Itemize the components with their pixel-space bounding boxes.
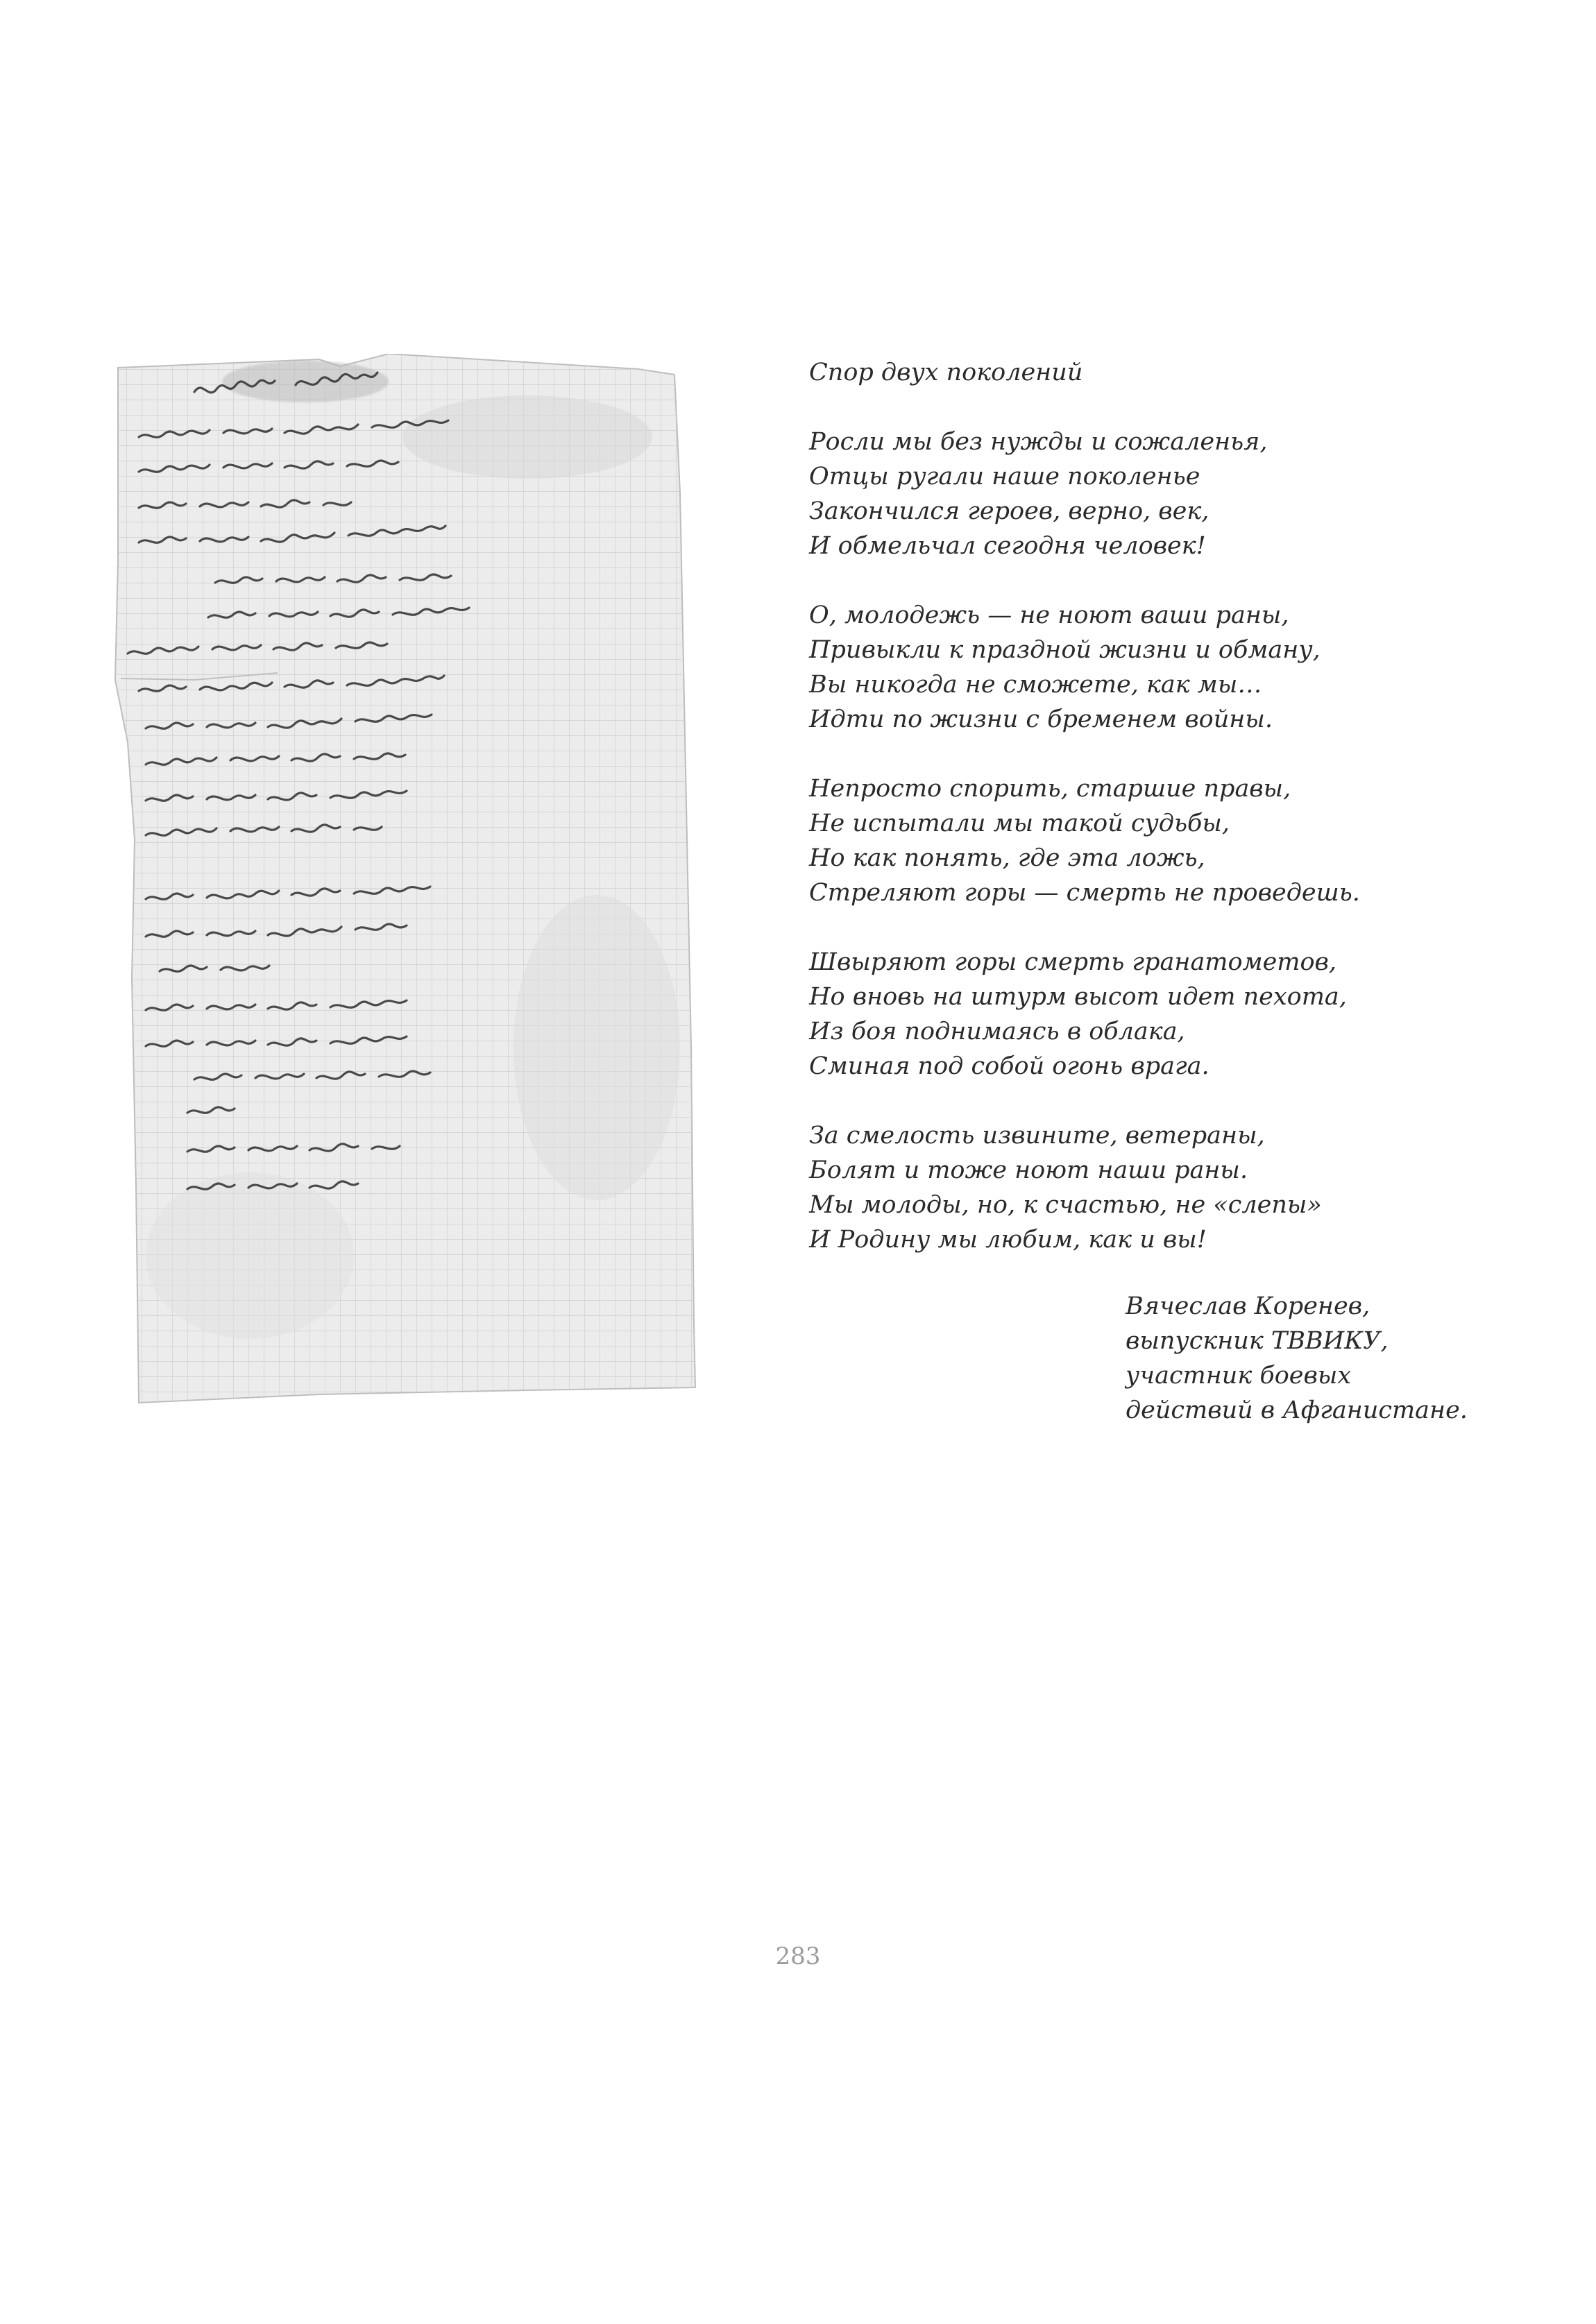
poem-line: Но вновь на штурм высот идет пехота,: [809, 983, 1347, 1011]
manuscript-photo: [111, 354, 722, 1415]
poem-line: Идти по жизни с бременем войны.: [809, 706, 1273, 733]
stanza: [809, 425, 1545, 563]
stanza: [809, 945, 1545, 1084]
signature-line: выпускник ТВВИКУ,: [1126, 1327, 1389, 1355]
poem-line: Швыряют горы смерть гранатометов,: [809, 948, 1337, 976]
page-number: 283: [775, 1942, 821, 1970]
stanza: [809, 1118, 1545, 1257]
handwritten-manuscript-image: [111, 354, 722, 1415]
poem-line: Не испытали мы такой судьбы,: [809, 810, 1230, 837]
poem-line: О, молодежь — не ноют ваши раны,: [809, 601, 1289, 629]
poem-line: Непросто спорить, старшие правы,: [809, 775, 1291, 803]
poem-line: Стреляют горы — смерть не проведешь.: [809, 879, 1360, 907]
author-signature: [1126, 1289, 1556, 1428]
signature-line: участник боевых: [1126, 1362, 1352, 1390]
stanza: [809, 771, 1545, 910]
poem-line: Закончился героев, верно, век,: [809, 497, 1209, 525]
signature-line: Вячеслав Коренев,: [1126, 1292, 1370, 1320]
signature-line: действий в Афганистане.: [1126, 1396, 1468, 1424]
poem-line: Болят и тоже ноют наши раны.: [809, 1156, 1248, 1184]
poem-line: За смелость извините, ветераны,: [809, 1122, 1265, 1150]
poem-line: Отцы ругали наше поколенье: [809, 463, 1200, 490]
poem-line: Вы никогда не сможете, как мы…: [809, 671, 1262, 699]
poem-line: Мы молоды, но, к счастью, не «слепы»: [809, 1191, 1322, 1219]
poem-line: Но как понять, где эта ложь,: [809, 844, 1205, 872]
poem-title: Спор двух поколений: [809, 359, 1083, 386]
poem-line: Сминая под собой огонь врага.: [809, 1052, 1209, 1080]
poem-line: Привыкли к праздной жизни и обману,: [809, 636, 1321, 664]
poem-line: Росли мы без нужды и сожаленья,: [809, 428, 1268, 456]
poem-line: И обмельчал сегодня человек!: [809, 532, 1206, 560]
stanza: [809, 598, 1545, 737]
poem: [809, 355, 1545, 1292]
poem-line: И Родину мы любим, как и вы!: [809, 1226, 1207, 1254]
poem-line: Из боя поднимаясь в облака,: [809, 1018, 1185, 1045]
